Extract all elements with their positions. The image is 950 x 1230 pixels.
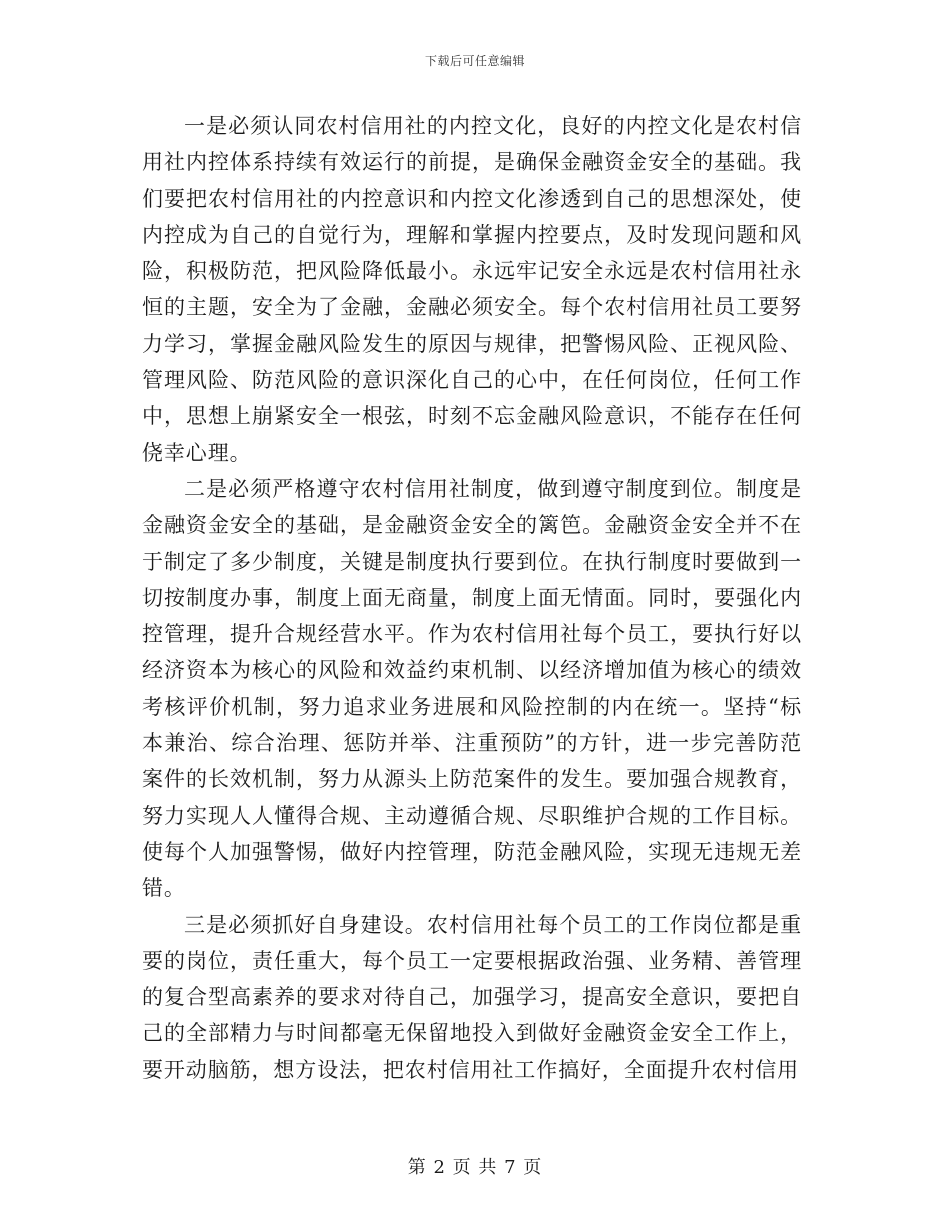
page-header: 下载后可任意编辑 [424, 54, 525, 68]
paragraph-2: 二是必须严格遵守农村信用社制度，做到遵守制度到位。制度是金融资金安全的基础，是金融资金安全的篱笆。金融资金安全并不在于制定了多少制度，关键是制度执行要到位。在执行制度时要做到一切按制度办事，制度上面无商量，制度上面无情面。同时，要强化内控管理，提升合规经营水平。作为农村信用社每个员工，要执行好以经济资本为核心的风险和效益约束机制、以经济增加值为核心的绩效考核评价机制，努力追求业务进展和风险控制的内在统一。坚持“标本兼治、综合治理、惩防并举、注重预防”的方针，进一步完善防范案件的长效机制，努力从源头上防范案件的发生。要加强合规教育，努力实现人人懂得合规、主动遵循合规、尽职维护合规的工作目标。使每个人加强警惕，做好内控管理，防范金融风险，实现无违规无差错。 [142, 476, 802, 901]
paragraph-1: 一是必须认同农村信用社的内控文化，良好的内控文化是农村信用社内控体系持续有效运行的前提，是确保金融资金安全的基础。我们要把农村信用社的内控意识和内控文化渗透到自己的思想深处，使内控成为自己的自觉行为，理解和掌握内控要点，及时发现问题和风险，积极防范，把风险降低最小。永远牢记安全永远是农村信用社永恒的主题，安全为了金融，金融必须安全。每个农村信用社员工要努力学习，掌握金融风险发生的原因与规律，把警惕风险、正视风险、管理风险、防范风险的意识深化自己的心中，在任何岗位，任何工作中，思想上崩紧安全一根弦，时刻不忘金融风险意识，不能存在任何侥幸心理。 [142, 114, 802, 465]
page-number-footer: 第 2 页 共 7 页 [407, 1157, 543, 1178]
document-body [142, 108, 802, 1088]
paragraph-3: 三是必须抓好自身建设。农村信用社每个员工的工作岗位都是重要的岗位，责任重大，每个员工一定要根据政治强、业务精、善管理的复合型高素养的要求对待自己，加强学习，提高安全意识，要把自己的全部精力与时间都毫无保留地投入到做好金融资金安全工作上，要开动脑筋，想方设法，把农村信用社工作搞好，全面提升农村信用 [142, 912, 802, 1082]
